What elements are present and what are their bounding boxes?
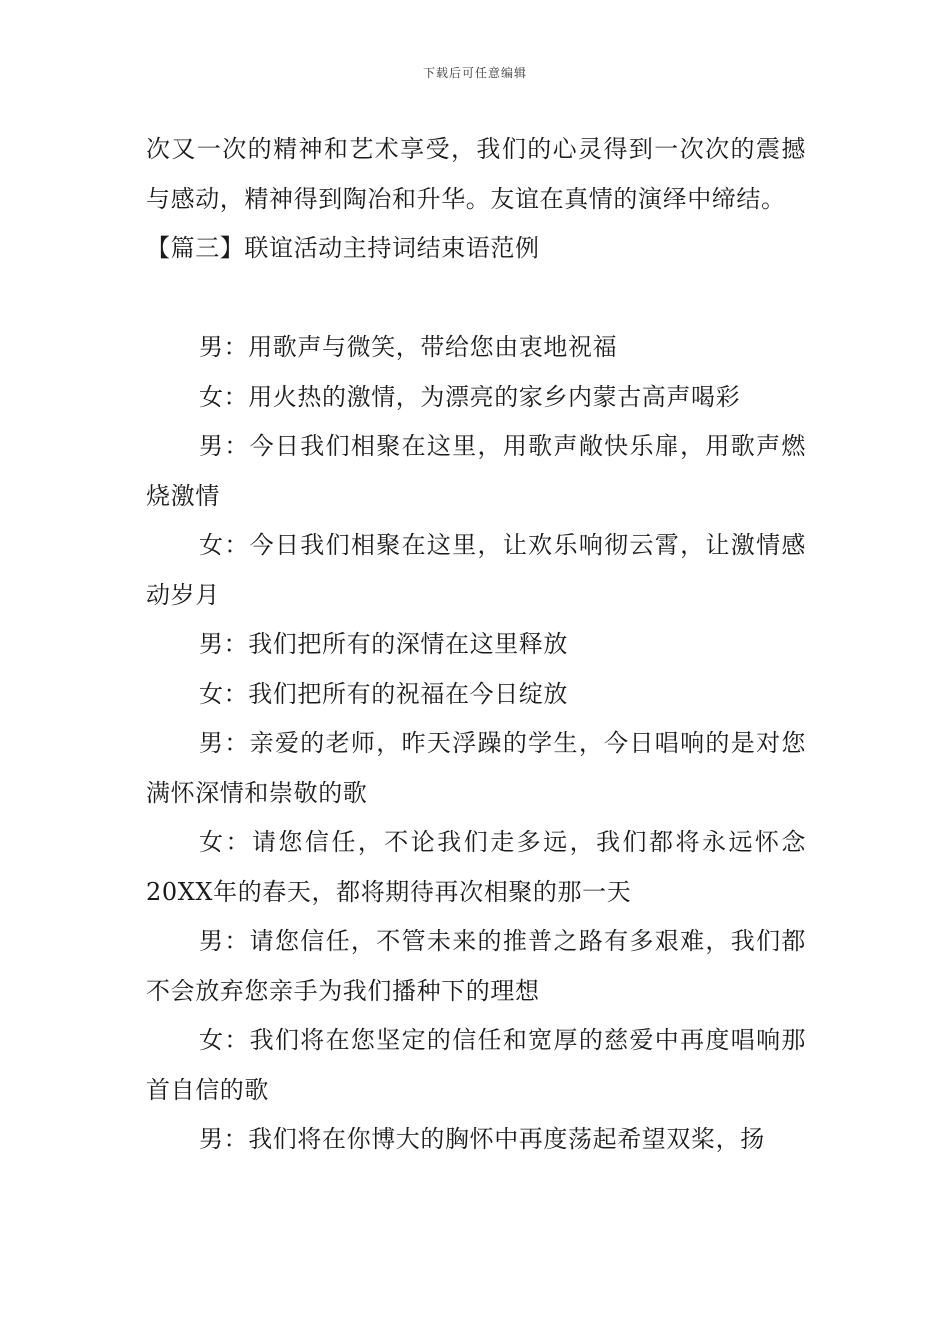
dialogue-line: 女：我们把所有的祝福在今日绽放 bbox=[199, 679, 568, 708]
dialogue-line: 男：我们把所有的深情在这里释放 bbox=[199, 630, 568, 658]
dialogue-line: 女：用火热的激情，为漂亮的家乡内蒙古高声喝彩 bbox=[199, 382, 741, 411]
dialogue-line: 男：今日我们相聚在这里，用歌声敞快乐扉，用歌声燃烧激情 bbox=[146, 432, 806, 510]
section-title: 【篇三】联谊活动主持词结束语范例 bbox=[146, 234, 540, 262]
dialogue-line: 女：今日我们相聚在这里，让欢乐响彻云霄，让激情感动岁月 bbox=[146, 531, 806, 609]
blank-line bbox=[146, 274, 806, 324]
dialogue-line: 女：我们将在您坚定的信任和宽厚的慈爱中再度唱响那首自信的歌 bbox=[146, 1026, 806, 1104]
dialogue-line: 男：亲爱的老师，昨天浮躁的学生，今日唱响的是对您满怀深情和崇敬的歌 bbox=[146, 729, 806, 807]
intro-paragraph: 次又一次的精神和艺术享受，我们的心灵得到一次次的震撼与感动，精神得到陶冶和升华。友谊在真情的演绎中缔结。 bbox=[146, 135, 806, 213]
dialogue-line: 男：我们将在你博大的胸怀中再度荡起希望双桨，扬 bbox=[199, 1125, 765, 1153]
header-note: 下载后可任意编辑 bbox=[422, 66, 527, 80]
document-body bbox=[146, 125, 806, 1165]
dialogue-line: 男：请您信任，不管未来的推普之路有多艰难，我们都不会放弃您亲手为我们播种下的理想 bbox=[146, 927, 806, 1005]
dialogue-line: 男：用歌声与微笑，带给您由衷地祝福 bbox=[199, 333, 618, 361]
dialogue-line: 女：请您信任，不论我们走多远，我们都将永远怀念20XX年的春天，都将期待再次相聚的那一天 bbox=[146, 828, 806, 906]
